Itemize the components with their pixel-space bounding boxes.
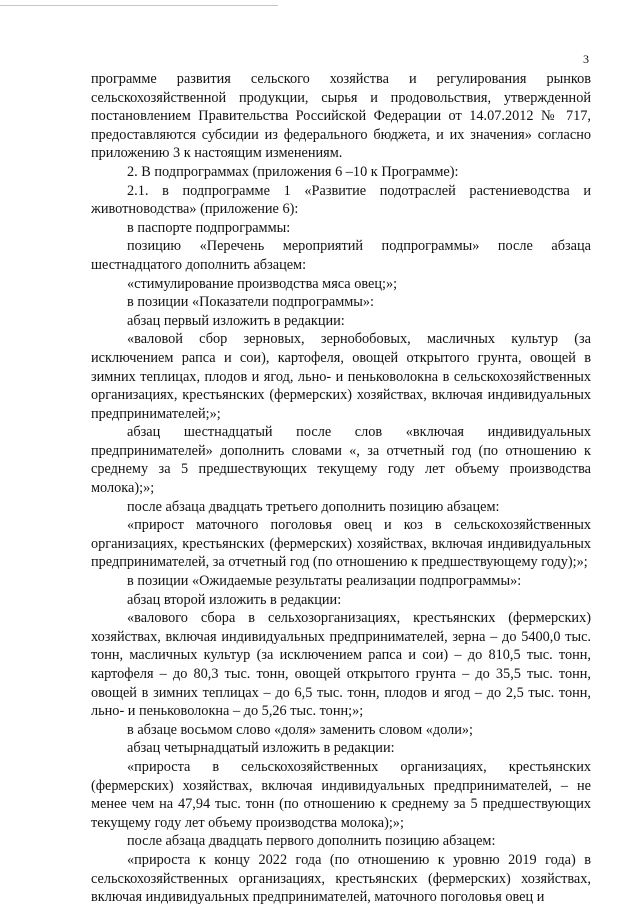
- paragraph: «прирост маточного поголовья овец и коз в сельскохозяйственных организациях, крестьянских (фермерских) хозяйствах, включая индивидуальных предпринимателей, за отчетный год (по отношению к предшествующему году);»;: [91, 517, 591, 571]
- paragraph: «валовой сбор зерновых, зернобобовых, масличных культур (за исключением рапса и сои), картофеля, овощей открытого грунта, овощей в зимних теплицах, плодов и ягод, льно- и пеньковолокна в сельскохозяйственных организациях, крестьянских (фермерских) хозяйствах, включая индивидуальных предпринимателей;»;: [91, 331, 591, 422]
- paragraph: абзац шестнадцатый после слов «включая индивидуальных предпринимателей» дополнить словами «, за отчетный год (по отношению к среднему за 5 предшествующих текущему году лет объему производства молока);»;: [91, 424, 591, 497]
- paragraph: после абзаца двадцать третьего дополнить позицию абзацем:: [127, 498, 500, 515]
- paragraph: в позиции «Ожидаемые результаты реализации подпрограммы»:: [127, 573, 522, 590]
- paragraph: «валового сбора в сельхозорганизациях, крестьянских (фермерских) хозяйствах, включая индивидуальных предпринимателей, зерна – до 5400,0 тыс. тонн, масличных культур (за исключением рапса и сои) – до 810,5 тыс. тонн, картофеля – до 80,3 тыс. тонн, овощей открытого грунта – до 35,5 тыс. тонн, овощей в зимних теплицах – до 6,5 тыс. тонн, плодов и ягод – до 2,5 тыс. тонн, льно- и пеньковолокна – до 5,26 тыс. тонн;»;: [91, 610, 591, 720]
- paragraph: «стимулирование производства мяса овец;»;: [127, 275, 398, 292]
- paragraph: 2.1. в подпрограмме 1 «Развитие подотраслей растениеводства и животноводства» (приложение 6):: [91, 182, 591, 218]
- paragraph: абзац второй изложить в редакции:: [127, 591, 342, 608]
- page-number: 3: [583, 52, 589, 66]
- paragraph: позицию «Перечень мероприятий подпрограммы» после абзаца шестнадцатого дополнить абзацем:: [91, 238, 591, 273]
- paragraph: программе развития сельского хозяйства и регулирования рынков сельскохозяйственной продукции, сырья и продовольствия, утвержденной постановлением Правительства Российской Федерации от 14.07.2012 № 717, предоставляются субсидии из федерального бюджета, и их значения» согласно приложению 3 к настоящим изменениям.: [91, 71, 591, 162]
- document-body: [91, 70, 591, 907]
- paragraph: абзац четырнадцатый изложить в редакции:: [127, 740, 395, 757]
- paragraph: в паспорте подпрограммы:: [127, 219, 291, 236]
- paragraph: «прироста к концу 2022 года (по отношению к уровню 2019 года) в сельскохозяйственных организациях, крестьянских (фермерских) хозяйствах, включая индивидуальных предпринимателей, маточного поголовья овец и: [91, 851, 591, 906]
- scan-edge-line: [0, 5, 278, 6]
- paragraph: в абзаце восьмом слово «доля» заменить словом «доли»;: [127, 721, 473, 738]
- paragraph: в позиции «Показатели подпрограммы»:: [127, 294, 375, 311]
- paragraph: абзац первый изложить в редакции:: [127, 312, 345, 329]
- paragraph: 2. В подпрограммах (приложения 6 –10 к Программе):: [127, 163, 459, 180]
- paragraph: после абзаца двадцать первого дополнить позицию абзацем:: [127, 833, 496, 850]
- paragraph: «прироста в сельскохозяйственных организациях, крестьянских (фермерских) хозяйствах, включая индивидуальных предпринимателей, – не менее чем на 47,94 тыс. тонн (по отношению к среднему за 5 предшествующих текущему году лет объему производства молока);»;: [91, 758, 591, 831]
